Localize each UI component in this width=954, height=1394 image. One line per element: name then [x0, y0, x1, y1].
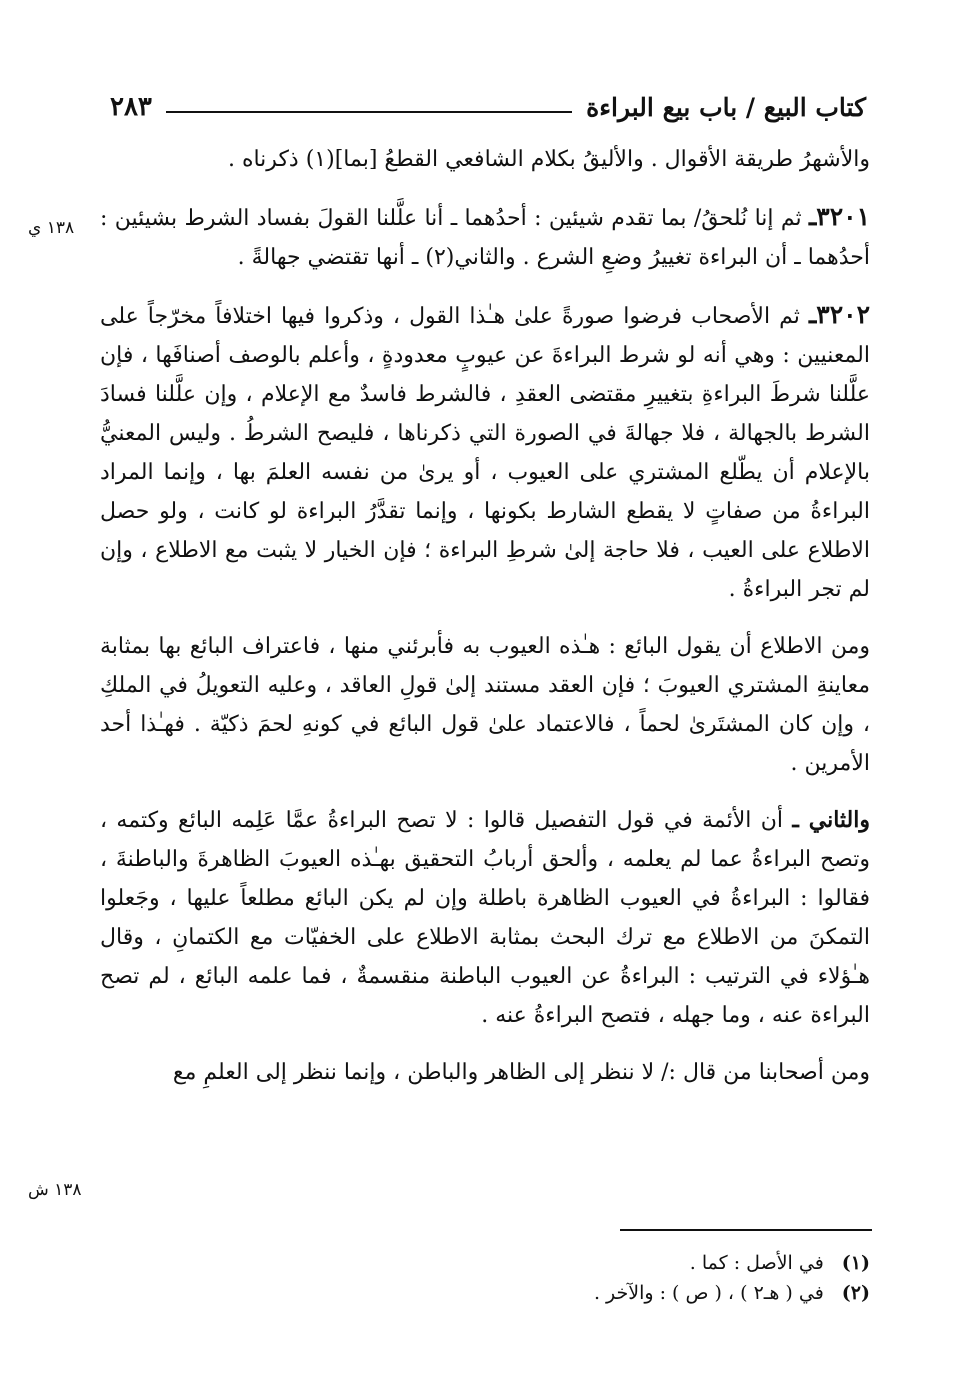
paragraph-lead: والثاني ـ [792, 807, 870, 833]
paragraph-text: ثم الأصحاب فرضوا صورةً علىٰ هـٰذا القول ، وذكروا فيها اختلافاً مخرّجاً على المعنيين : وهي أنه لو شرط البراءةَ عن عيوبٍ معدودةٍ ، وأعلم بالوصف أصنافَها ، فإن علَّلنا شرطَ البراءةِ بتغييرِ مقتضى العقدِ ، فالشرط فاسدٌ مع الإعلام ، وإن علَّلنا فسادَ الشرط بالجهالة ، فلا جهالةَ في الصورة التي ذكرناها ، فليصح الشرطُ . وليس المعنيُّ بالإعلام أن يطّلع المشتري على العيوب ، أو يرىٰ من نفسه العلمَ بها ، وإنما المراد البراءةُ من صفاتٍ لا يقطع الشارط بكونها ، وإنما تقدَّرُ البراءة لو كانت ، ولو حصل الاطلاع على العيب ، فلا حاجة إلىٰ شرطِ البراءة ؛ فإن الخيار لا يثبت مع الاطلاع ، وإن لم تجر البراءةُ . [100, 304, 870, 602]
header-rule [166, 111, 572, 113]
footnote-rule [620, 1229, 872, 1231]
footnote [400, 1278, 870, 1308]
footnote-number: (٢) [841, 1282, 870, 1304]
margin-note: ١٣٨ ي [28, 218, 75, 238]
footnotes [400, 1248, 870, 1308]
paragraph [100, 801, 870, 1035]
paragraph [100, 295, 870, 609]
section-number: ٣٢٠٢ـ [808, 300, 870, 329]
paragraph [100, 197, 870, 277]
body-text [100, 140, 870, 1104]
paragraph-text: ومن أصحابنا من قال :/ لا ننظر إلى الظاهر والباطن ، وإنما ننظر إلى العلمِ مع [172, 1060, 870, 1085]
header-title: كتاب البيع / باب بيع البراءة [586, 93, 866, 122]
paragraph-text: والأشهرُ طريقة الأقوال . والأليقُ بكلام الشافعي القطعُ [بما](١) ذكرناه . [227, 147, 870, 172]
paragraph [100, 627, 870, 783]
section-number: ٣٢٠١ـ [808, 202, 870, 231]
paragraph [100, 1053, 870, 1092]
margin-note: ١٣٨ ش [28, 1180, 82, 1200]
footnote-text: في ( هـ٢ ) ، ( ص ) : والآخر . [593, 1282, 824, 1304]
footnote-number: (١) [841, 1252, 870, 1274]
footnote [400, 1248, 870, 1278]
paragraph-text: أن الأئمة في قول التفصيل قالوا : لا تصح البراءةُ عمَّا عَلِمه البائع وكتمه ، وتصح البراءةُ عما لم يعلمه ، وألحق أربابُ التحقيق بهـٰذه العيوبَ الظاهرةَ والباطنةَ ، فقالوا : البراءةُ في العيوب الظاهرة باطلة وإن لم يكن البائع مطلعاً عليها ، وجَعلوا التمكنَ من الاطلاع مع ترك البحث بمثابة الاطلاع على الخفيّات مع الكتمانِ ، وقال هـٰؤلاء في الترتيب : البراءةُ عن العيوب الباطنة منقسمةٌ ، فما علمه البائع ، لم تصح البراءة عنه ، وما جهله ، فتصح البراءةُ عنه . [100, 808, 870, 1028]
page-number: ٢٨٣ [110, 92, 152, 122]
running-header [110, 88, 866, 122]
paragraph-text: ثم إنا نُلحقُ/ بما تقدم شيئين : أحدُهما ـ أنا علَّلنا القولَ بفساد الشرط بشيئين : أحدُهما ـ أن البراءة تغييرُ وضعِ الشرع . والثاني(٢) ـ أنها تقتضي جهالةً . [100, 206, 870, 270]
paragraph-text: ومن الاطلاع أن يقول البائع : هـٰذه العيوب به فأبرئني منها ، فاعتراف البائع بها بمثابة معاينةِ المشتري العيوبَ ؛ فإن العقد مستند إلىٰ قولِ العاقد ، وعليه التعويلُ في الملكِ ، وإن كان المشتَرىٰ لحماً ، فالاعتماد علىٰ قول البائع في كونهِ لحمَ ذكيّة . فهـٰذا أحد الأمرين . [100, 634, 870, 776]
footnote-text: في الأصل : كما . [689, 1252, 824, 1274]
paragraph [100, 140, 870, 179]
